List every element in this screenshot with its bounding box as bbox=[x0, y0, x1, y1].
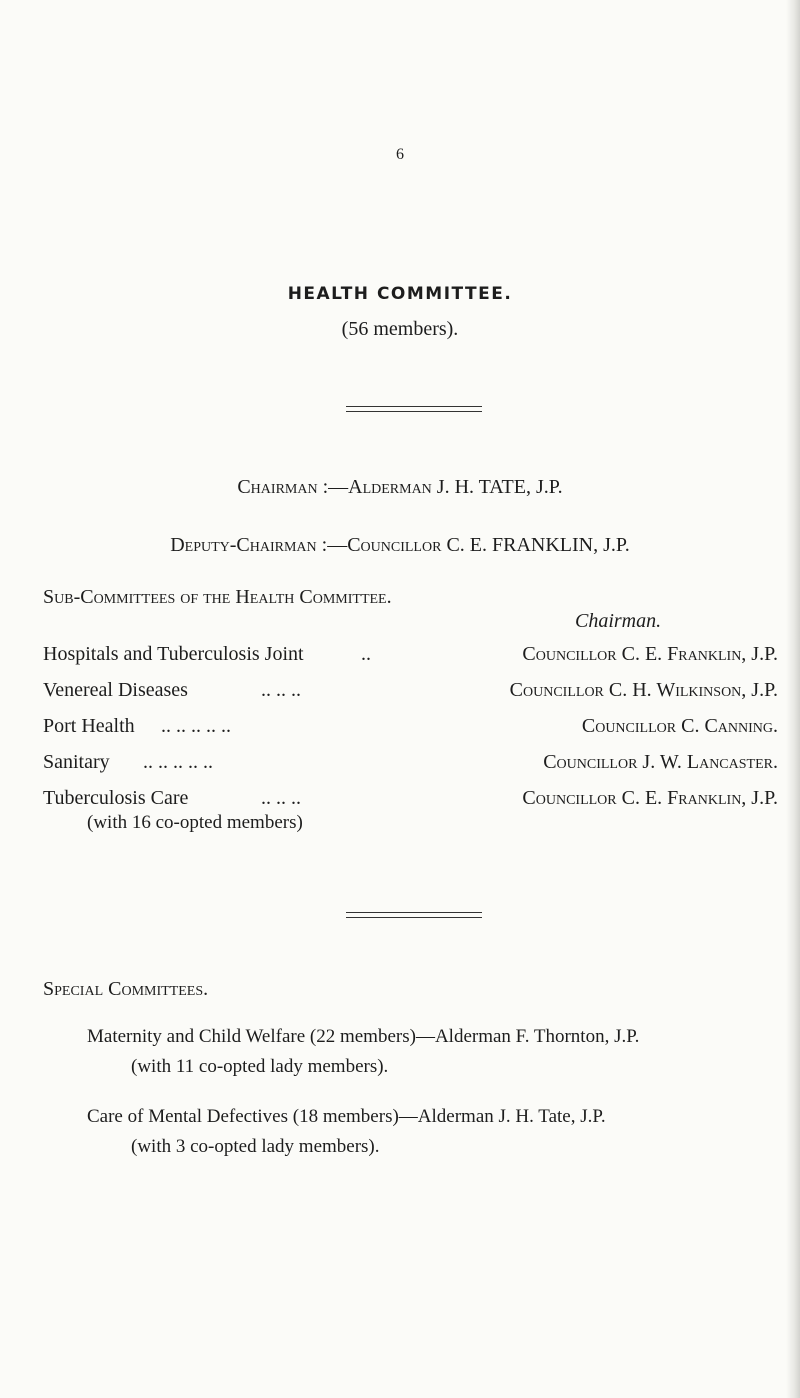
subcommittee-chairman: Councillor J. W. Lancaster. bbox=[543, 751, 778, 773]
chairman-role: Chairman :—Alderman bbox=[237, 476, 432, 498]
page-number: 6 bbox=[396, 146, 404, 163]
double-rule-divider bbox=[346, 912, 482, 918]
subcommittee-name: Port Health bbox=[43, 715, 135, 737]
deputy-chairman-line bbox=[0, 534, 800, 557]
special-committee-note: (with 11 co-opted lady members). bbox=[131, 1056, 389, 1077]
co-opted-note: (with 16 co-opted members) bbox=[87, 812, 303, 833]
special-committee-line: Maternity and Child Welfare (22 members)—Alderman F. Thornton, J.P. bbox=[87, 1026, 640, 1047]
leader-dots: .. bbox=[361, 643, 371, 665]
deputy-chairman-role: Deputy-Chairman :—Councillor bbox=[170, 534, 442, 556]
subcommittee-name: Venereal Diseases bbox=[43, 679, 188, 701]
special-committee-note: (with 3 co-opted lady members). bbox=[131, 1136, 380, 1157]
special-committees-heading: Special Committees. bbox=[43, 978, 209, 1000]
leader-dots: .. .. .. bbox=[261, 787, 301, 809]
leader-dots: .. .. .. bbox=[261, 679, 301, 701]
leader-dots: .. .. .. .. .. bbox=[161, 715, 231, 737]
chairman-line bbox=[0, 476, 800, 499]
subcommittee-chairman: Councillor C. E. Franklin, J.P. bbox=[522, 787, 778, 809]
double-rule-divider bbox=[346, 406, 482, 412]
special-committee-line: Care of Mental Defectives (18 members)—Alderman J. H. Tate, J.P. bbox=[87, 1106, 606, 1127]
subcommittee-chairman: Councillor C. E. Franklin, J.P. bbox=[522, 643, 778, 665]
members-count: (56 members). bbox=[341, 318, 459, 340]
subcommittee-chairman: Councillor C. H. Wilkinson, J.P. bbox=[509, 679, 778, 701]
subcommittee-name: Sanitary bbox=[43, 751, 110, 773]
page-edge-shadow bbox=[786, 0, 800, 1398]
page-title: HEALTH COMMITTEE. bbox=[287, 284, 513, 304]
deputy-chairman-name: C. E. FRANKLIN, J.P. bbox=[446, 534, 630, 556]
subcommittees-heading: Sub-Committees of the Health Committee. bbox=[43, 586, 392, 608]
leader-dots: .. .. .. .. .. bbox=[143, 751, 213, 773]
subcommittee-chairman: Councillor C. Canning. bbox=[581, 715, 778, 737]
chairman-column-label: Chairman. bbox=[575, 610, 662, 632]
subcommittee-name: Hospitals and Tuberculosis Joint bbox=[43, 643, 304, 665]
chairman-name: J. H. TATE, J.P. bbox=[436, 476, 563, 498]
subcommittee-name: Tuberculosis Care bbox=[43, 787, 189, 809]
